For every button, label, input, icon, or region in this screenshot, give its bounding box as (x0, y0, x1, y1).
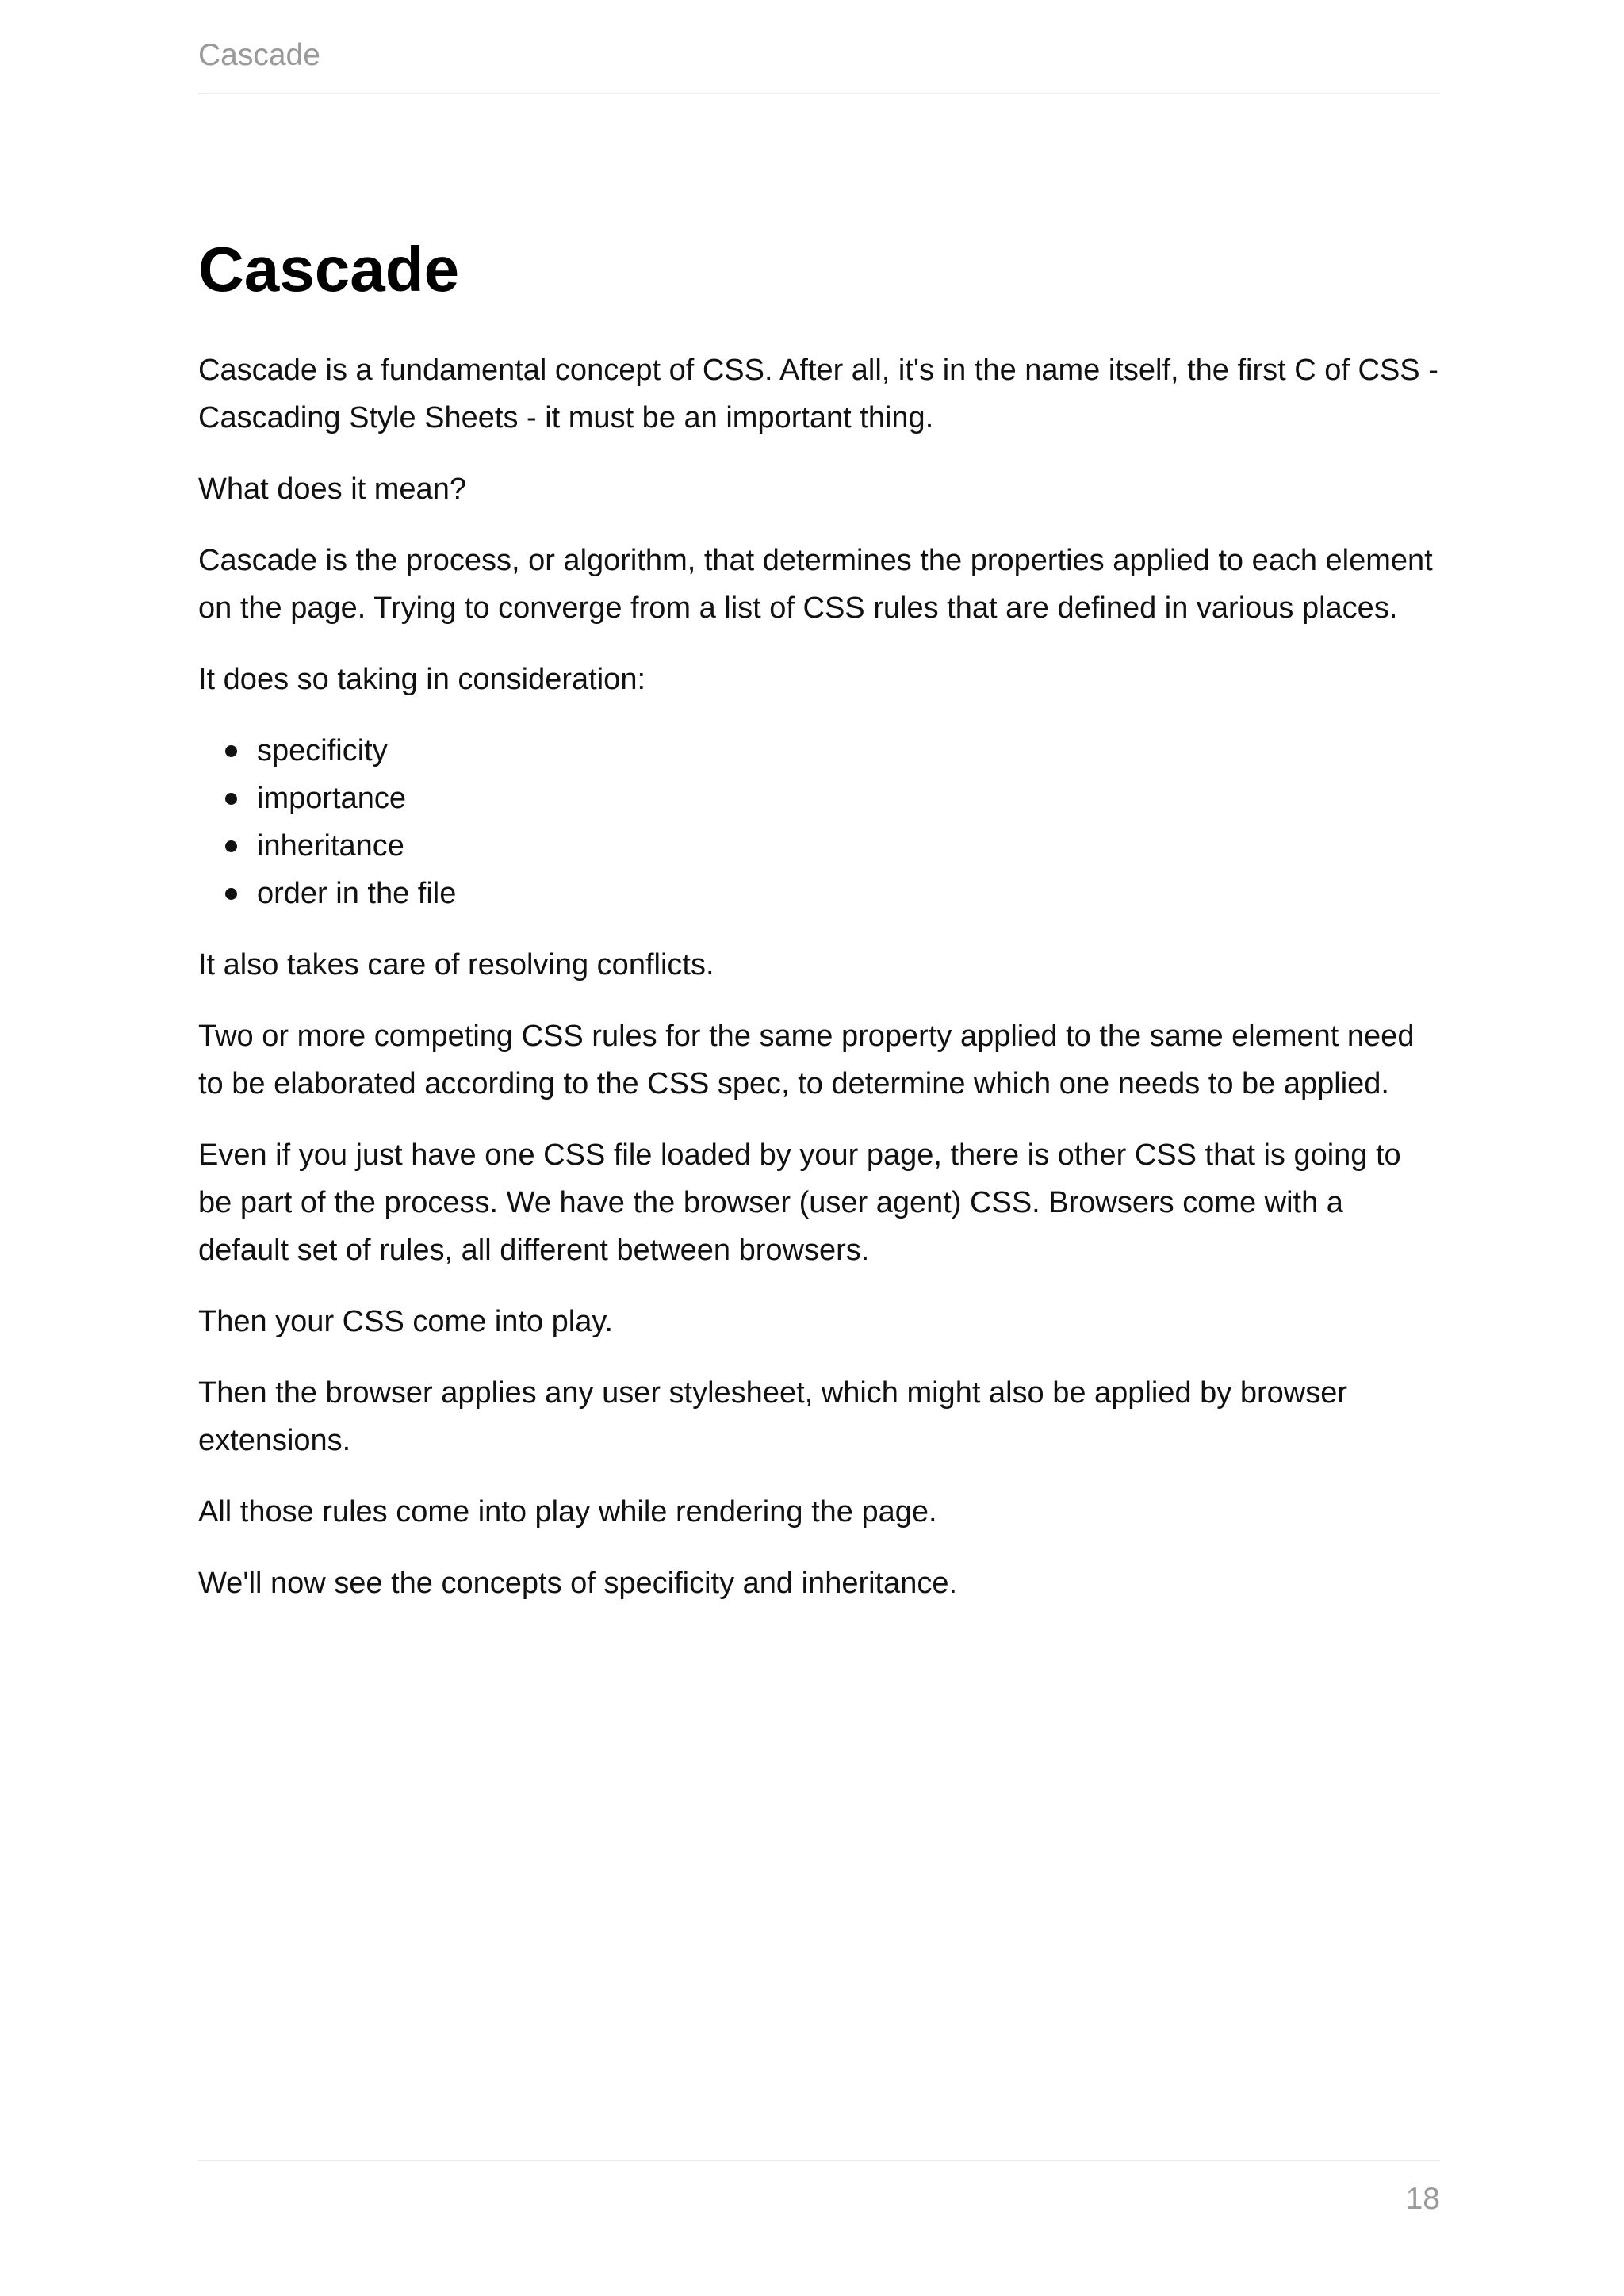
running-header: Cascade (198, 38, 320, 72)
list-item (198, 727, 1440, 775)
paragraph: Two or more competing CSS rules for the same property applied to the same element need to be elaborated according to the CSS spec, to determine which one needs to be applied. (198, 1020, 1415, 1100)
bullet-list (198, 727, 1440, 917)
bullet-icon (225, 840, 237, 852)
bullet-icon (225, 793, 237, 805)
chapter-title: Cascade (198, 234, 460, 304)
paragraph: Then the browser applies any user stylesheet, which might also be applied by browser extensions. (198, 1376, 1347, 1457)
paragraph: It does so taking in consideration: (198, 663, 646, 696)
list-item-text: inheritance (257, 829, 404, 863)
list-item (198, 822, 1440, 870)
bullet-icon (225, 745, 237, 757)
footer-divider (198, 2160, 1440, 2161)
paragraph: Cascade is a fundamental concept of CSS. After all, it's in the name itself, the first C of CSS - Cascading Style Sheets - it must be an important thing. (198, 354, 1438, 434)
paragraph: All those rules come into play while rendering the page. (198, 1495, 937, 1529)
paragraph: Even if you just have one CSS file loaded by your page, there is other CSS that is going to be part of the process. We have the browser (user agent) CSS. Browsers come with a default set of rules, all different between browsers. (198, 1138, 1401, 1267)
paragraph: What does it mean? (198, 473, 466, 506)
page-number: 18 (1405, 2182, 1440, 2216)
list-item (198, 870, 1440, 917)
list-item-text: order in the file (257, 877, 457, 910)
paragraph: Cascade is the process, or algorithm, that determines the properties applied to each element on the page. Trying to converge from a list of CSS rules that are defined in various places. (198, 544, 1433, 625)
list-item-text: specificity (257, 734, 388, 767)
bullet-icon (225, 888, 237, 900)
header-divider (198, 93, 1440, 94)
paragraph: It also takes care of resolving conflicts. (198, 948, 714, 982)
page-content (198, 230, 1440, 1631)
paragraph: We'll now see the concepts of specificity and inheritance. (198, 1567, 958, 1600)
paragraph: Then your CSS come into play. (198, 1305, 614, 1338)
list-item (198, 775, 1440, 822)
list-item-text: importance (257, 782, 406, 815)
